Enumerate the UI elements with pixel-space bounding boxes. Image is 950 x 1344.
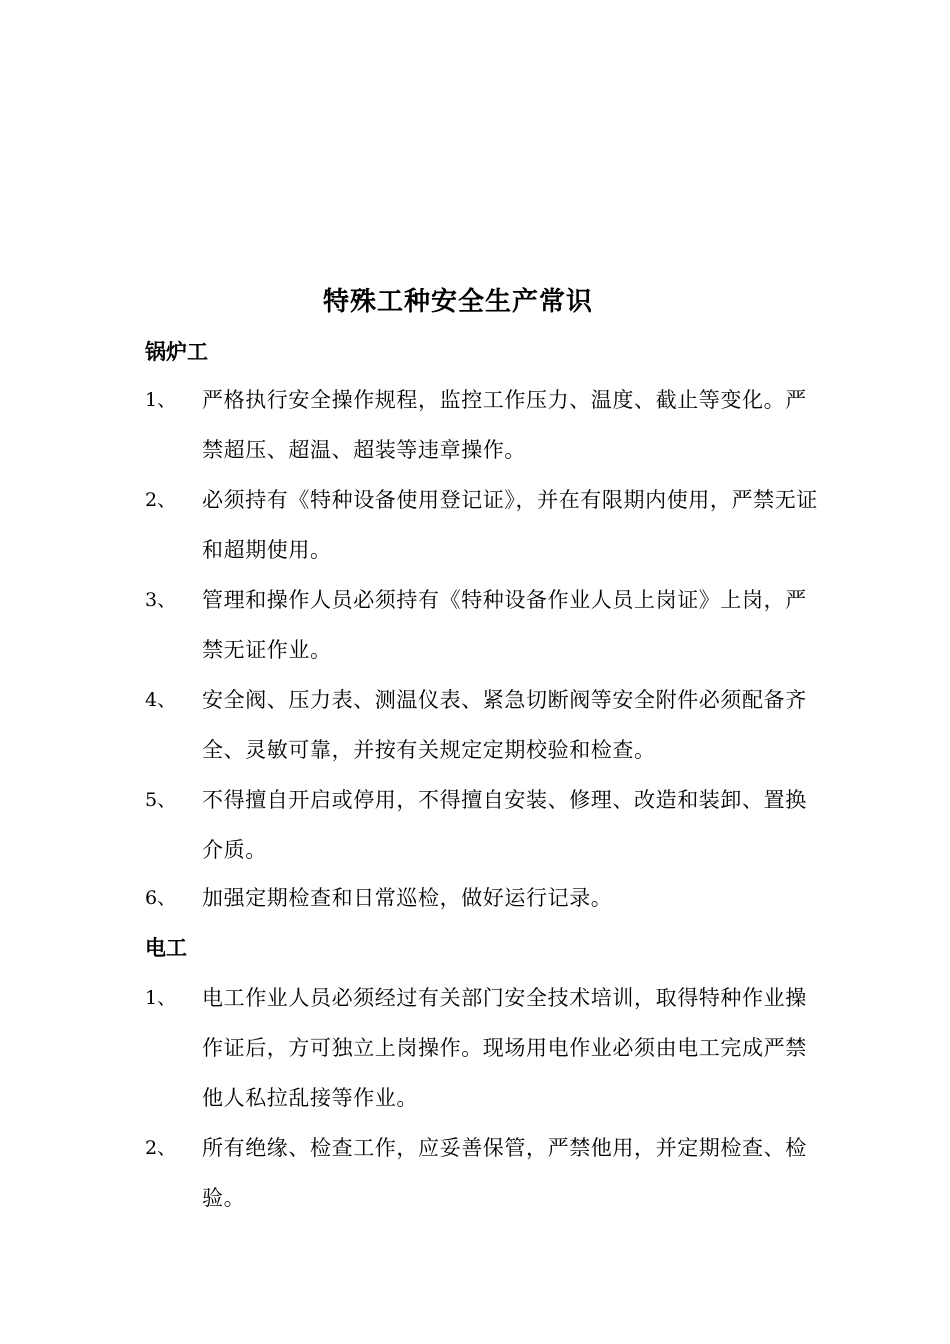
document-title: 特殊工种安全生产常识: [322, 287, 593, 317]
item-number: 2、: [145, 1137, 177, 1159]
item-number: 3、: [145, 589, 177, 611]
section-heading-electrician: 电工: [145, 935, 187, 960]
item-number: 1、: [145, 987, 177, 1009]
item-text: 所有绝缘、检查工作，应妥善保管，严禁他用，并定期检查、检验。: [202, 1136, 807, 1210]
item-number: 1、: [145, 389, 177, 411]
item-number: 5、: [145, 789, 177, 811]
section-heading-boiler: 锅炉工: [145, 339, 208, 364]
item-number: 4、: [145, 689, 177, 711]
item-text: 不得擅自开启或停用，不得擅自安装、修理、改造和装卸、置换介质。: [202, 788, 807, 862]
item-number: 2、: [145, 489, 177, 511]
item-text: 电工作业人员必须经过有关部门安全技术培训，取得特种作业操作证后，方可独立上岗操作。现场用电作业必须由电工完成严禁他人私拉乱接等作业。: [202, 986, 807, 1110]
item-text: 管理和操作人员必须持有《特种设备作业人员上岗证》上岗，严禁无证作业。: [202, 588, 807, 662]
item-number: 6、: [145, 887, 177, 909]
item-text: 加强定期检查和日常巡检，做好运行记录。: [202, 886, 613, 910]
item-text: 严格执行安全操作规程，监控工作压力、温度、截止等变化。严禁超压、超温、超装等违章操作。: [202, 388, 807, 462]
item-text: 必须持有《特种设备使用登记证》，并在有限期内使用，严禁无证和超期使用。: [202, 488, 818, 562]
item-text: 安全阀、压力表、测温仪表、紧急切断阀等安全附件必须配备齐全、灵敏可靠，并按有关规定定期校验和检查。: [202, 688, 807, 762]
